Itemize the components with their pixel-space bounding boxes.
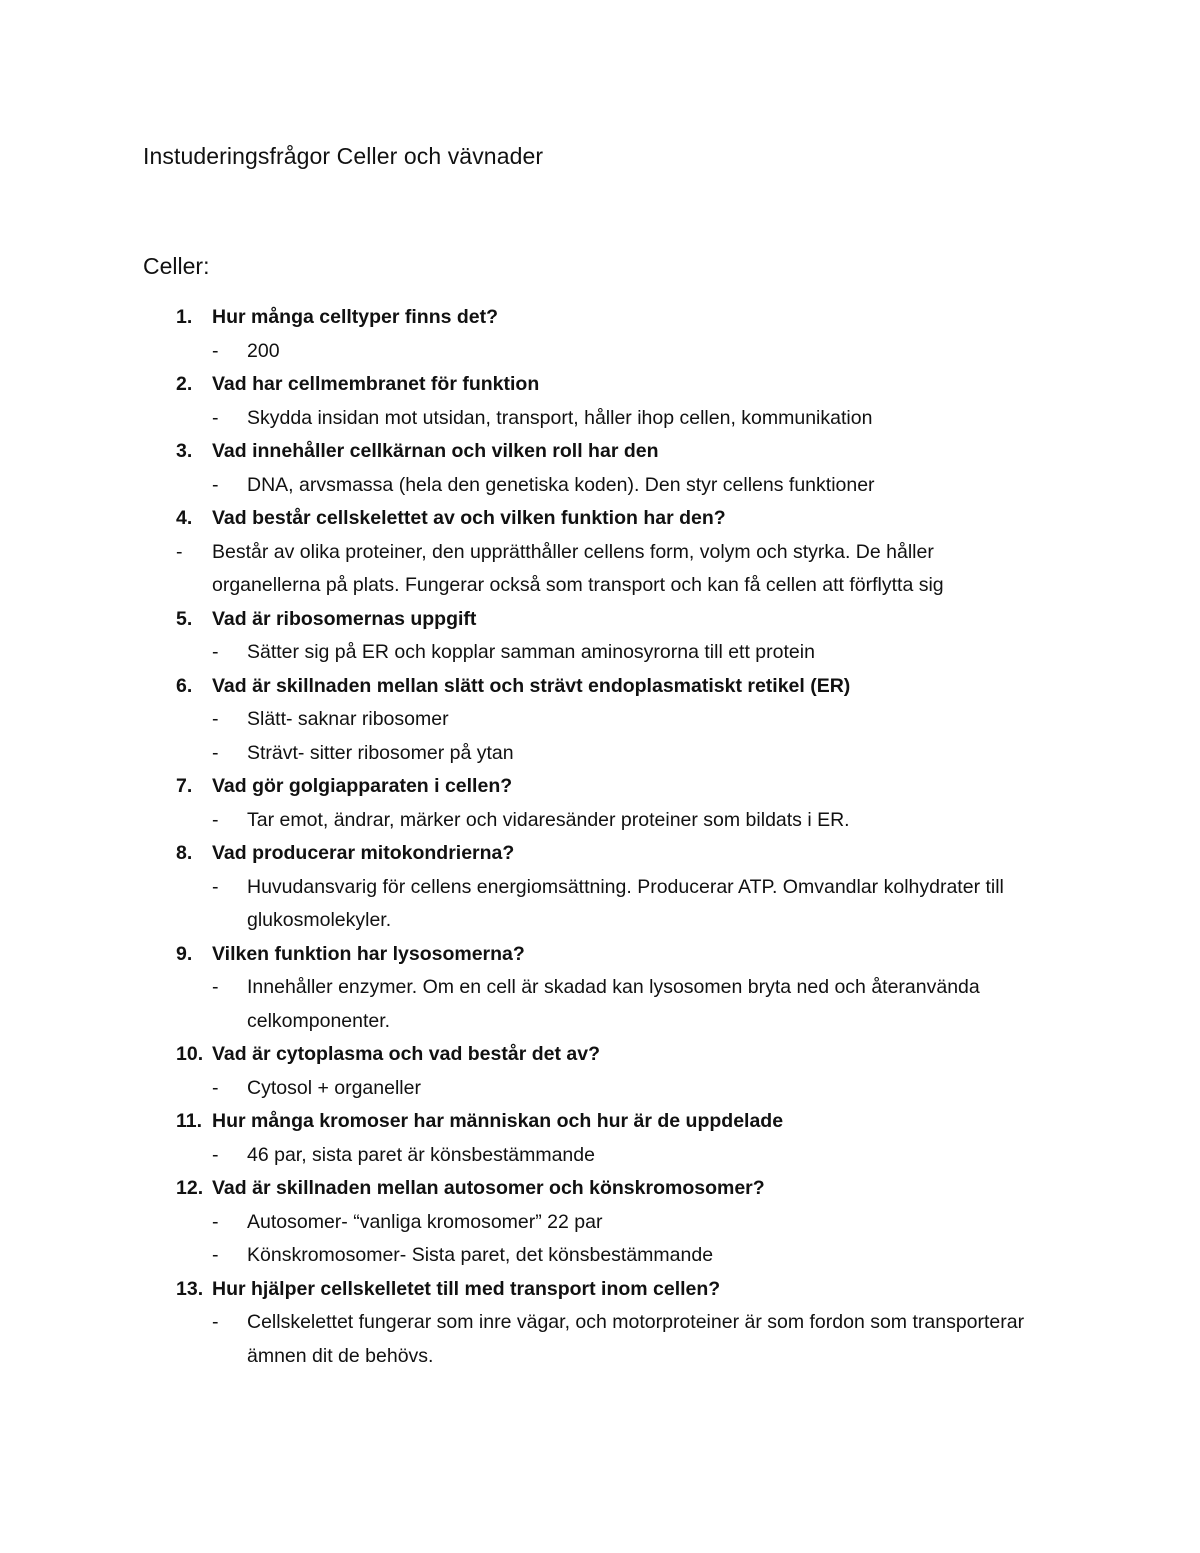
bullet-dash: -: [212, 473, 219, 496]
bullet-dash: -: [212, 1143, 219, 1166]
answer-text: Huvudansvarig för cellens energiomsättning. Producerar ATP. Omvandlar kolhydrater till glukosmolekyler.: [247, 875, 1004, 931]
question-text: Vad innehåller cellkärnan och vilken roll har den: [212, 440, 659, 462]
bullet-dash: -: [212, 641, 219, 663]
question-line: [0, 435, 1200, 469]
answer-text: DNA, arvsmassa (hela den genetiska koden). Den styr cellens funktioner: [247, 473, 875, 496]
question-number: 4.: [176, 507, 193, 529]
question-line: [0, 837, 1200, 871]
question-number: 8.: [176, 842, 193, 864]
question-text: Vad består cellskelettet av och vilken funktion har den?: [212, 507, 726, 529]
question-item: [0, 368, 1200, 435]
question-number: 11.: [176, 1110, 203, 1132]
document-title: Instuderingsfrågor Celler och vävnader: [143, 143, 544, 169]
answer-bullet: [0, 1306, 1200, 1373]
question-item: [0, 938, 1200, 1039]
answer-bullet: [0, 871, 1200, 938]
question-line: [0, 938, 1200, 972]
question-line: [0, 670, 1200, 704]
answer-bullet: [0, 636, 1200, 670]
answer-text: Skydda insidan mot utsidan, transport, håller ihop cellen, kommunikation: [247, 406, 873, 429]
question-item: [0, 1038, 1200, 1105]
section-heading: Celler:: [143, 253, 210, 279]
answer-bullet: [0, 971, 1200, 1038]
question-number: 3.: [176, 440, 193, 462]
question-text: Vad är skillnaden mellan autosomer och könskromosomer?: [212, 1177, 765, 1199]
question-line: [0, 1038, 1200, 1072]
question-text: Vad är skillnaden mellan slätt och strävt endoplasmatiskt retikel (ER): [212, 674, 851, 697]
question-number: 2.: [176, 373, 193, 395]
question-number: 5.: [176, 607, 193, 630]
question-item: [0, 1273, 1200, 1374]
question-item: [0, 1172, 1200, 1273]
question-text: Hur många celltyper finns det?: [212, 306, 499, 328]
question-line: [0, 603, 1200, 637]
answer-text: Cellskelettet fungerar som inre vägar, och motorproteiner är som fordon som transporterar ämnen dit de behövs.: [247, 1311, 1025, 1367]
question-list: [0, 301, 1200, 1373]
answer-bullet: [0, 804, 1200, 838]
question-item: [0, 1105, 1200, 1172]
question-line: [0, 368, 1200, 402]
question-line: [0, 1172, 1200, 1206]
question-number: 10.: [176, 1043, 204, 1065]
question-line: [0, 301, 1200, 335]
answer-bullet: [0, 536, 1200, 603]
question-number: 13.: [176, 1277, 204, 1300]
question-item: [0, 837, 1200, 938]
question-text: Hur hjälper cellskelletet till med transport inom cellen?: [212, 1277, 721, 1300]
answer-text: Strävt- sitter ribosomer på ytan: [247, 741, 514, 764]
question-line: [0, 502, 1200, 536]
question-text: Vad har cellmembranet för funktion: [212, 373, 540, 395]
question-item: [0, 435, 1200, 502]
answer-text: Könskromosomer- Sista paret, det könsbestämmande: [247, 1244, 714, 1266]
answer-text: Slätt- saknar ribosomer: [247, 708, 449, 730]
question-text: Hur många kromoser har människan och hur är de uppdelade: [212, 1110, 784, 1132]
question-line: [0, 1273, 1200, 1307]
bullet-dash: -: [212, 1244, 219, 1266]
answer-text: Autosomer- “vanliga kromosomer” 22 par: [247, 1210, 603, 1233]
bullet-dash: -: [212, 406, 219, 429]
bullet-dash: -: [212, 1210, 219, 1233]
answer-text: 46 par, sista paret är könsbestämmande: [247, 1143, 595, 1166]
question-item: [0, 301, 1200, 368]
question-text: Vad gör golgiapparaten i cellen?: [212, 775, 513, 797]
bullet-dash: -: [212, 875, 219, 898]
question-text: Vad är ribosomernas uppgift: [212, 607, 477, 630]
question-text: Vad producerar mitokondrierna?: [212, 842, 515, 864]
bullet-dash: -: [212, 741, 219, 764]
answer-text: Består av olika proteiner, den upprätthåller cellens form, volym och styrka. De håller organellerna på plats. Fungerar också som transport och kan få cellen att förflytta sig: [212, 540, 944, 596]
answer-bullet: [0, 737, 1200, 771]
answer-bullet: [0, 1139, 1200, 1173]
answer-bullet: [0, 469, 1200, 503]
answer-text: Sätter sig på ER och kopplar samman aminosyrorna till ett protein: [247, 641, 815, 663]
question-number: 7.: [176, 775, 193, 797]
question-text: Vilken funktion har lysosomerna?: [212, 942, 525, 965]
bullet-dash: -: [212, 808, 219, 831]
answer-bullet: [0, 402, 1200, 436]
question-number: 6.: [176, 674, 193, 697]
question-item: [0, 770, 1200, 837]
bullet-dash: -: [212, 1076, 219, 1099]
answer-bullet: [0, 1206, 1200, 1240]
bullet-dash: -: [212, 708, 219, 730]
question-line: [0, 1105, 1200, 1139]
question-item: [0, 670, 1200, 771]
question-number: 9.: [176, 942, 193, 965]
question-number: 12.: [176, 1177, 204, 1199]
question-item: [0, 502, 1200, 603]
answer-bullet: [0, 1239, 1200, 1273]
answer-text: Cytosol + organeller: [247, 1076, 421, 1099]
bullet-dash: -: [212, 339, 219, 362]
question-line: [0, 770, 1200, 804]
answer-bullet: [0, 335, 1200, 369]
bullet-dash: -: [212, 976, 219, 998]
answer-text: 200: [247, 339, 280, 362]
question-text: Vad är cytoplasma och vad består det av?: [212, 1043, 600, 1065]
answer-text: Innehåller enzymer. Om en cell är skadad kan lysosomen bryta ned och återanvända celkomponenter.: [247, 976, 980, 1032]
answer-bullet: [0, 703, 1200, 737]
bullet-dash: -: [176, 540, 183, 563]
question-item: [0, 603, 1200, 670]
answer-bullet: [0, 1072, 1200, 1106]
question-number: 1.: [176, 306, 193, 328]
bullet-dash: -: [212, 1311, 219, 1333]
answer-text: Tar emot, ändrar, märker och vidaresänder proteiner som bildats i ER.: [247, 808, 850, 831]
